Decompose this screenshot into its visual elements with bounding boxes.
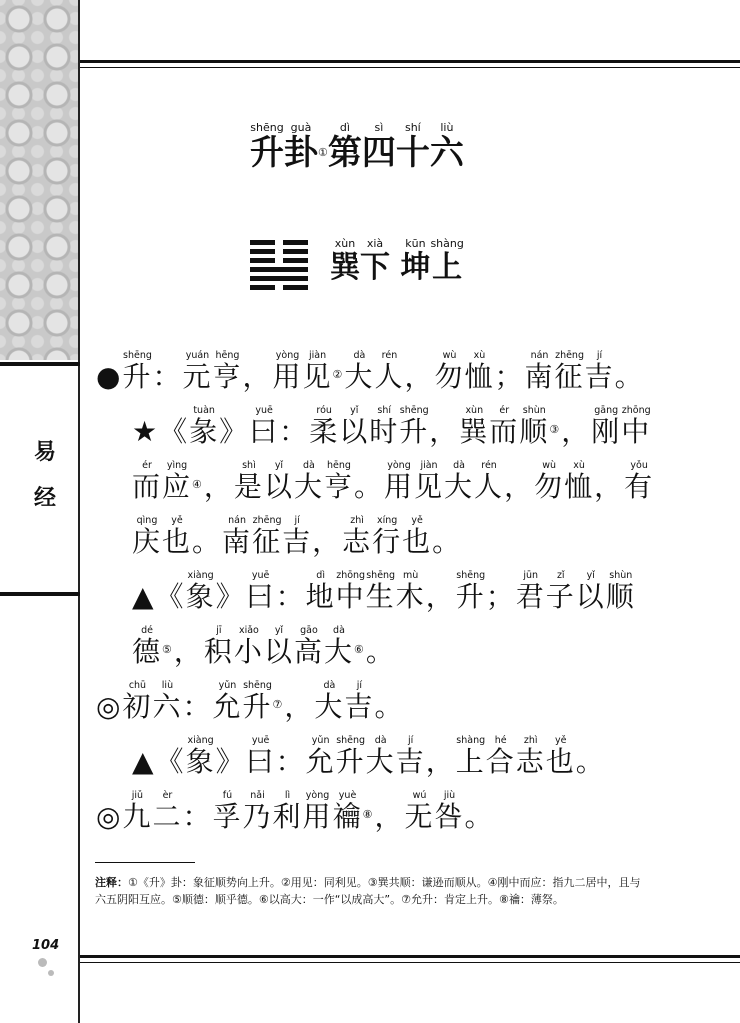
hanzi-char: 下xià xyxy=(360,237,390,285)
hanzi-char: 升shēng xyxy=(122,350,153,393)
margin-divider xyxy=(78,0,80,1023)
punctuation-mark: ， xyxy=(312,525,343,558)
hanzi-char: 生shēng xyxy=(365,570,396,613)
footnote-marker: ① xyxy=(318,146,328,159)
yang-line xyxy=(250,267,308,272)
hanzi-char: 曰yuē xyxy=(245,570,276,613)
punctuation-mark: 。 xyxy=(575,745,606,778)
hanzi-char: 吉jí xyxy=(344,680,375,723)
hanzi-char: 子zǐ xyxy=(545,570,576,613)
hanzi-char: 柔róu xyxy=(309,405,340,448)
footnote-rule xyxy=(95,862,195,863)
hanzi-char: 是shì xyxy=(233,460,264,503)
hanzi-char: 巽xùn xyxy=(330,237,360,285)
punctuation-mark: ： xyxy=(275,745,306,778)
hanzi-char: 木mù xyxy=(395,570,426,613)
hanzi-char: 上shàng xyxy=(455,735,486,778)
side-band-top xyxy=(0,362,80,366)
hanzi-char: 以yǐ xyxy=(263,625,294,668)
hanzi-char: 以yǐ xyxy=(263,460,294,503)
footer-rule-thin xyxy=(80,962,740,963)
hanzi-char: 曰yuē xyxy=(249,405,280,448)
hanzi-char: 吉jí xyxy=(282,515,313,558)
punctuation-mark: 。 xyxy=(432,525,463,558)
text-line-9 xyxy=(96,790,495,835)
hanzi-char: 大dà xyxy=(293,460,324,503)
hanzi-char: 利lì xyxy=(272,790,303,833)
hanzi-char: 孚fú xyxy=(212,790,243,833)
hanzi-char: 象xiàng xyxy=(185,735,216,778)
text-line-1 xyxy=(96,350,645,395)
text-line-2 xyxy=(132,405,651,450)
yin-line xyxy=(250,285,308,290)
punctuation-mark: 。 xyxy=(192,525,223,558)
punctuation-mark: 》 xyxy=(219,415,250,448)
punctuation-mark: ， xyxy=(284,690,315,723)
hanzi-char: 升shēng xyxy=(399,405,430,448)
footnotes xyxy=(95,874,650,908)
hanzi-char: 恤xù xyxy=(464,350,495,393)
chapter-title xyxy=(250,122,464,174)
punctuation-mark: 。 xyxy=(614,360,645,393)
hanzi-char: 行xíng xyxy=(372,515,403,558)
hanzi-char: 大dà xyxy=(314,680,345,723)
yin-line xyxy=(250,240,308,245)
notes-text: ①《升》卦：象征顺势向上升。②用见：同利见。③巽共顺：谦逊而顺从。④刚中而应：指九二居中，且与六五阴阳互应。⑤顺德：顺乎德。⑥以高大：一作“以成高大”。⑦允升：肯定上升。⑧禴：薄祭。 xyxy=(95,876,641,906)
punctuation-mark: ★ xyxy=(132,415,160,448)
hanzi-char: 征zhēng xyxy=(252,515,283,558)
hanzi-char: 无wú xyxy=(404,790,435,833)
header-rule xyxy=(80,60,740,63)
text-line-7 xyxy=(96,680,404,725)
hexagram-icon xyxy=(250,240,308,294)
footnote-marker: ⑥ xyxy=(353,643,366,656)
hanzi-char: 南nán xyxy=(524,350,555,393)
hanzi-char: 彖tuàn xyxy=(189,405,220,448)
hanzi-char: 志zhì xyxy=(515,735,546,778)
punctuation-mark: 。 xyxy=(353,470,384,503)
hanzi-char: 巽xùn xyxy=(459,405,490,448)
punctuation-mark: ： xyxy=(182,690,213,723)
hanzi-char: 上shàng xyxy=(430,237,464,285)
hanzi-char: 中zhōng xyxy=(335,570,366,613)
punctuation-mark: ， xyxy=(594,470,625,503)
hanzi-char: 用yòng xyxy=(384,460,415,503)
punctuation-mark: 。 xyxy=(374,690,405,723)
side-book-title xyxy=(30,430,60,522)
hanzi-char: 六liù xyxy=(152,680,183,723)
hanzi-char: 禴yuè xyxy=(332,790,363,833)
hanzi-char: 庆qìng xyxy=(132,515,163,558)
hanzi-char: 积jī xyxy=(203,625,234,668)
hanzi-char: 时shí xyxy=(369,405,400,448)
hanzi-char: 小xiǎo xyxy=(233,625,264,668)
hanzi-char: 中zhōng xyxy=(621,405,652,448)
hanzi-char: 升shēng xyxy=(242,680,273,723)
hanzi-char: 大dà xyxy=(444,460,475,503)
punctuation-mark: ； xyxy=(494,360,525,393)
footnote-marker: ⑧ xyxy=(362,808,375,821)
yin-line xyxy=(250,258,308,263)
hanzi-char: 大dà xyxy=(323,625,354,668)
text-line-3 xyxy=(132,460,654,505)
hanzi-char: 君jūn xyxy=(515,570,546,613)
hanzi-char: 见jiàn xyxy=(414,460,445,503)
punctuation-mark: ▲ xyxy=(132,745,156,778)
hanzi-char: 人rén xyxy=(374,350,405,393)
punctuation-mark: 《 xyxy=(155,580,186,613)
hanzi-char: 大dà xyxy=(344,350,375,393)
punctuation-mark: 。 xyxy=(464,800,495,833)
hanzi-char: 四sì xyxy=(361,121,396,173)
header-rule-thin xyxy=(80,67,740,68)
hanzi-char: 志zhì xyxy=(342,515,373,558)
hanzi-char: 以yǐ xyxy=(575,570,606,613)
hanzi-char: 大dà xyxy=(365,735,396,778)
hanzi-char: 咎jiù xyxy=(434,790,465,833)
punctuation-mark: ： xyxy=(182,800,213,833)
hanzi-char: 勿wù xyxy=(534,460,565,503)
hanzi-char: 第dì xyxy=(327,121,362,173)
punctuation-mark: ， xyxy=(374,800,405,833)
footer-rule xyxy=(80,955,740,958)
hanzi-char: 亨hēng xyxy=(212,350,243,393)
hanzi-char: 坤kūn xyxy=(400,237,431,285)
punctuation-mark: 《 xyxy=(155,745,186,778)
hanzi-char: 元yuán xyxy=(182,350,213,393)
hanzi-char: 见jiàn xyxy=(302,350,333,393)
text-line-6 xyxy=(132,625,396,670)
hanzi-char: 升shēng xyxy=(250,121,284,173)
punctuation-mark: ， xyxy=(173,635,204,668)
hanzi-char: 以yǐ xyxy=(339,405,370,448)
hanzi-char: 用yòng xyxy=(302,790,333,833)
hanzi-char: 有yǒu xyxy=(624,460,655,503)
punctuation-mark: 》 xyxy=(215,745,246,778)
text-line-8 xyxy=(132,735,606,780)
hanzi-char: 地dì xyxy=(305,570,336,613)
punctuation-mark: 》 xyxy=(215,580,246,613)
decorative-dots xyxy=(36,958,54,976)
punctuation-mark: ◎ xyxy=(96,690,123,723)
punctuation-mark: ◎ xyxy=(96,800,123,833)
hanzi-char: 卦guà xyxy=(284,121,318,173)
punctuation-mark: ， xyxy=(561,415,592,448)
hanzi-char: 象xiàng xyxy=(185,570,216,613)
punctuation-mark: ： xyxy=(152,360,183,393)
footnote-marker: ⑤ xyxy=(162,643,174,656)
punctuation-mark: ： xyxy=(279,415,310,448)
hanzi-char: 德dé xyxy=(132,625,163,668)
side-title-char-2: 经 xyxy=(33,486,56,511)
text-line-4 xyxy=(132,515,462,560)
yang-line xyxy=(250,276,308,281)
hanzi-char: 顺shùn xyxy=(605,570,636,613)
hanzi-char: 恤xù xyxy=(564,460,595,503)
hanzi-char: 升shēng xyxy=(335,735,366,778)
punctuation-mark: ， xyxy=(425,580,456,613)
hanzi-char: 六liù xyxy=(429,121,464,173)
hanzi-char: 而ér xyxy=(489,405,520,448)
punctuation-mark: ， xyxy=(425,745,456,778)
hanzi-char: 而ér xyxy=(132,460,163,503)
punctuation-mark: ， xyxy=(404,360,435,393)
hanzi-char: 初chū xyxy=(122,680,153,723)
punctuation-mark: 《 xyxy=(159,415,190,448)
footnote-marker: ③ xyxy=(549,423,562,436)
hanzi-char: 用yòng xyxy=(272,350,303,393)
hanzi-char: 十shí xyxy=(395,121,430,173)
hanzi-char: 合hé xyxy=(485,735,516,778)
left-margin xyxy=(0,0,78,1023)
hanzi-char: 曰yuē xyxy=(245,735,276,778)
hanzi-char: 允yǔn xyxy=(212,680,243,723)
footnote-marker: ④ xyxy=(192,478,204,491)
punctuation-mark xyxy=(390,250,400,285)
hanzi-char: 高gāo xyxy=(293,625,324,668)
hanzi-char: 征zhēng xyxy=(554,350,585,393)
hanzi-char: 亨hēng xyxy=(323,460,354,503)
hanzi-char: 吉jí xyxy=(395,735,426,778)
hanzi-char: 乃nǎi xyxy=(242,790,273,833)
punctuation-mark: ， xyxy=(429,415,460,448)
punctuation-mark: ， xyxy=(242,360,273,393)
page-number: 104 xyxy=(32,938,60,953)
punctuation-mark: ， xyxy=(203,470,234,503)
hanzi-char: 升shēng xyxy=(455,570,486,613)
hanzi-char: 九jiǔ xyxy=(122,790,153,833)
hanzi-char: 也yě xyxy=(162,515,193,558)
hanzi-char: 也yě xyxy=(545,735,576,778)
hanzi-char: 允yǔn xyxy=(305,735,336,778)
side-band-bottom xyxy=(0,592,80,596)
hanzi-char: 吉jí xyxy=(584,350,615,393)
hanzi-char: 南nán xyxy=(222,515,253,558)
side-title-char-1: 易 xyxy=(33,440,56,465)
punctuation-mark: ， xyxy=(504,470,535,503)
punctuation-mark: 。 xyxy=(365,635,396,668)
decorative-pattern xyxy=(0,0,78,360)
text-line-5 xyxy=(132,570,636,615)
punctuation-mark: ； xyxy=(485,580,516,613)
punctuation-mark: ： xyxy=(275,580,306,613)
notes-label: 注释： xyxy=(95,876,128,889)
footnote-marker: ⑦ xyxy=(272,698,285,711)
hanzi-char: 刚gāng xyxy=(591,405,622,448)
hanzi-char: 人rén xyxy=(474,460,505,503)
hanzi-char: 也yě xyxy=(402,515,433,558)
punctuation-mark: ● xyxy=(96,360,123,393)
hanzi-char: 应yìng xyxy=(162,460,193,503)
trigram-subtitle xyxy=(330,238,464,286)
punctuation-mark: ▲ xyxy=(132,580,156,613)
hanzi-char: 勿wù xyxy=(434,350,465,393)
hanzi-char: 顺shùn xyxy=(519,405,550,448)
footnote-marker: ② xyxy=(332,368,345,381)
yin-line xyxy=(250,249,308,254)
hanzi-char: 二èr xyxy=(152,790,183,833)
